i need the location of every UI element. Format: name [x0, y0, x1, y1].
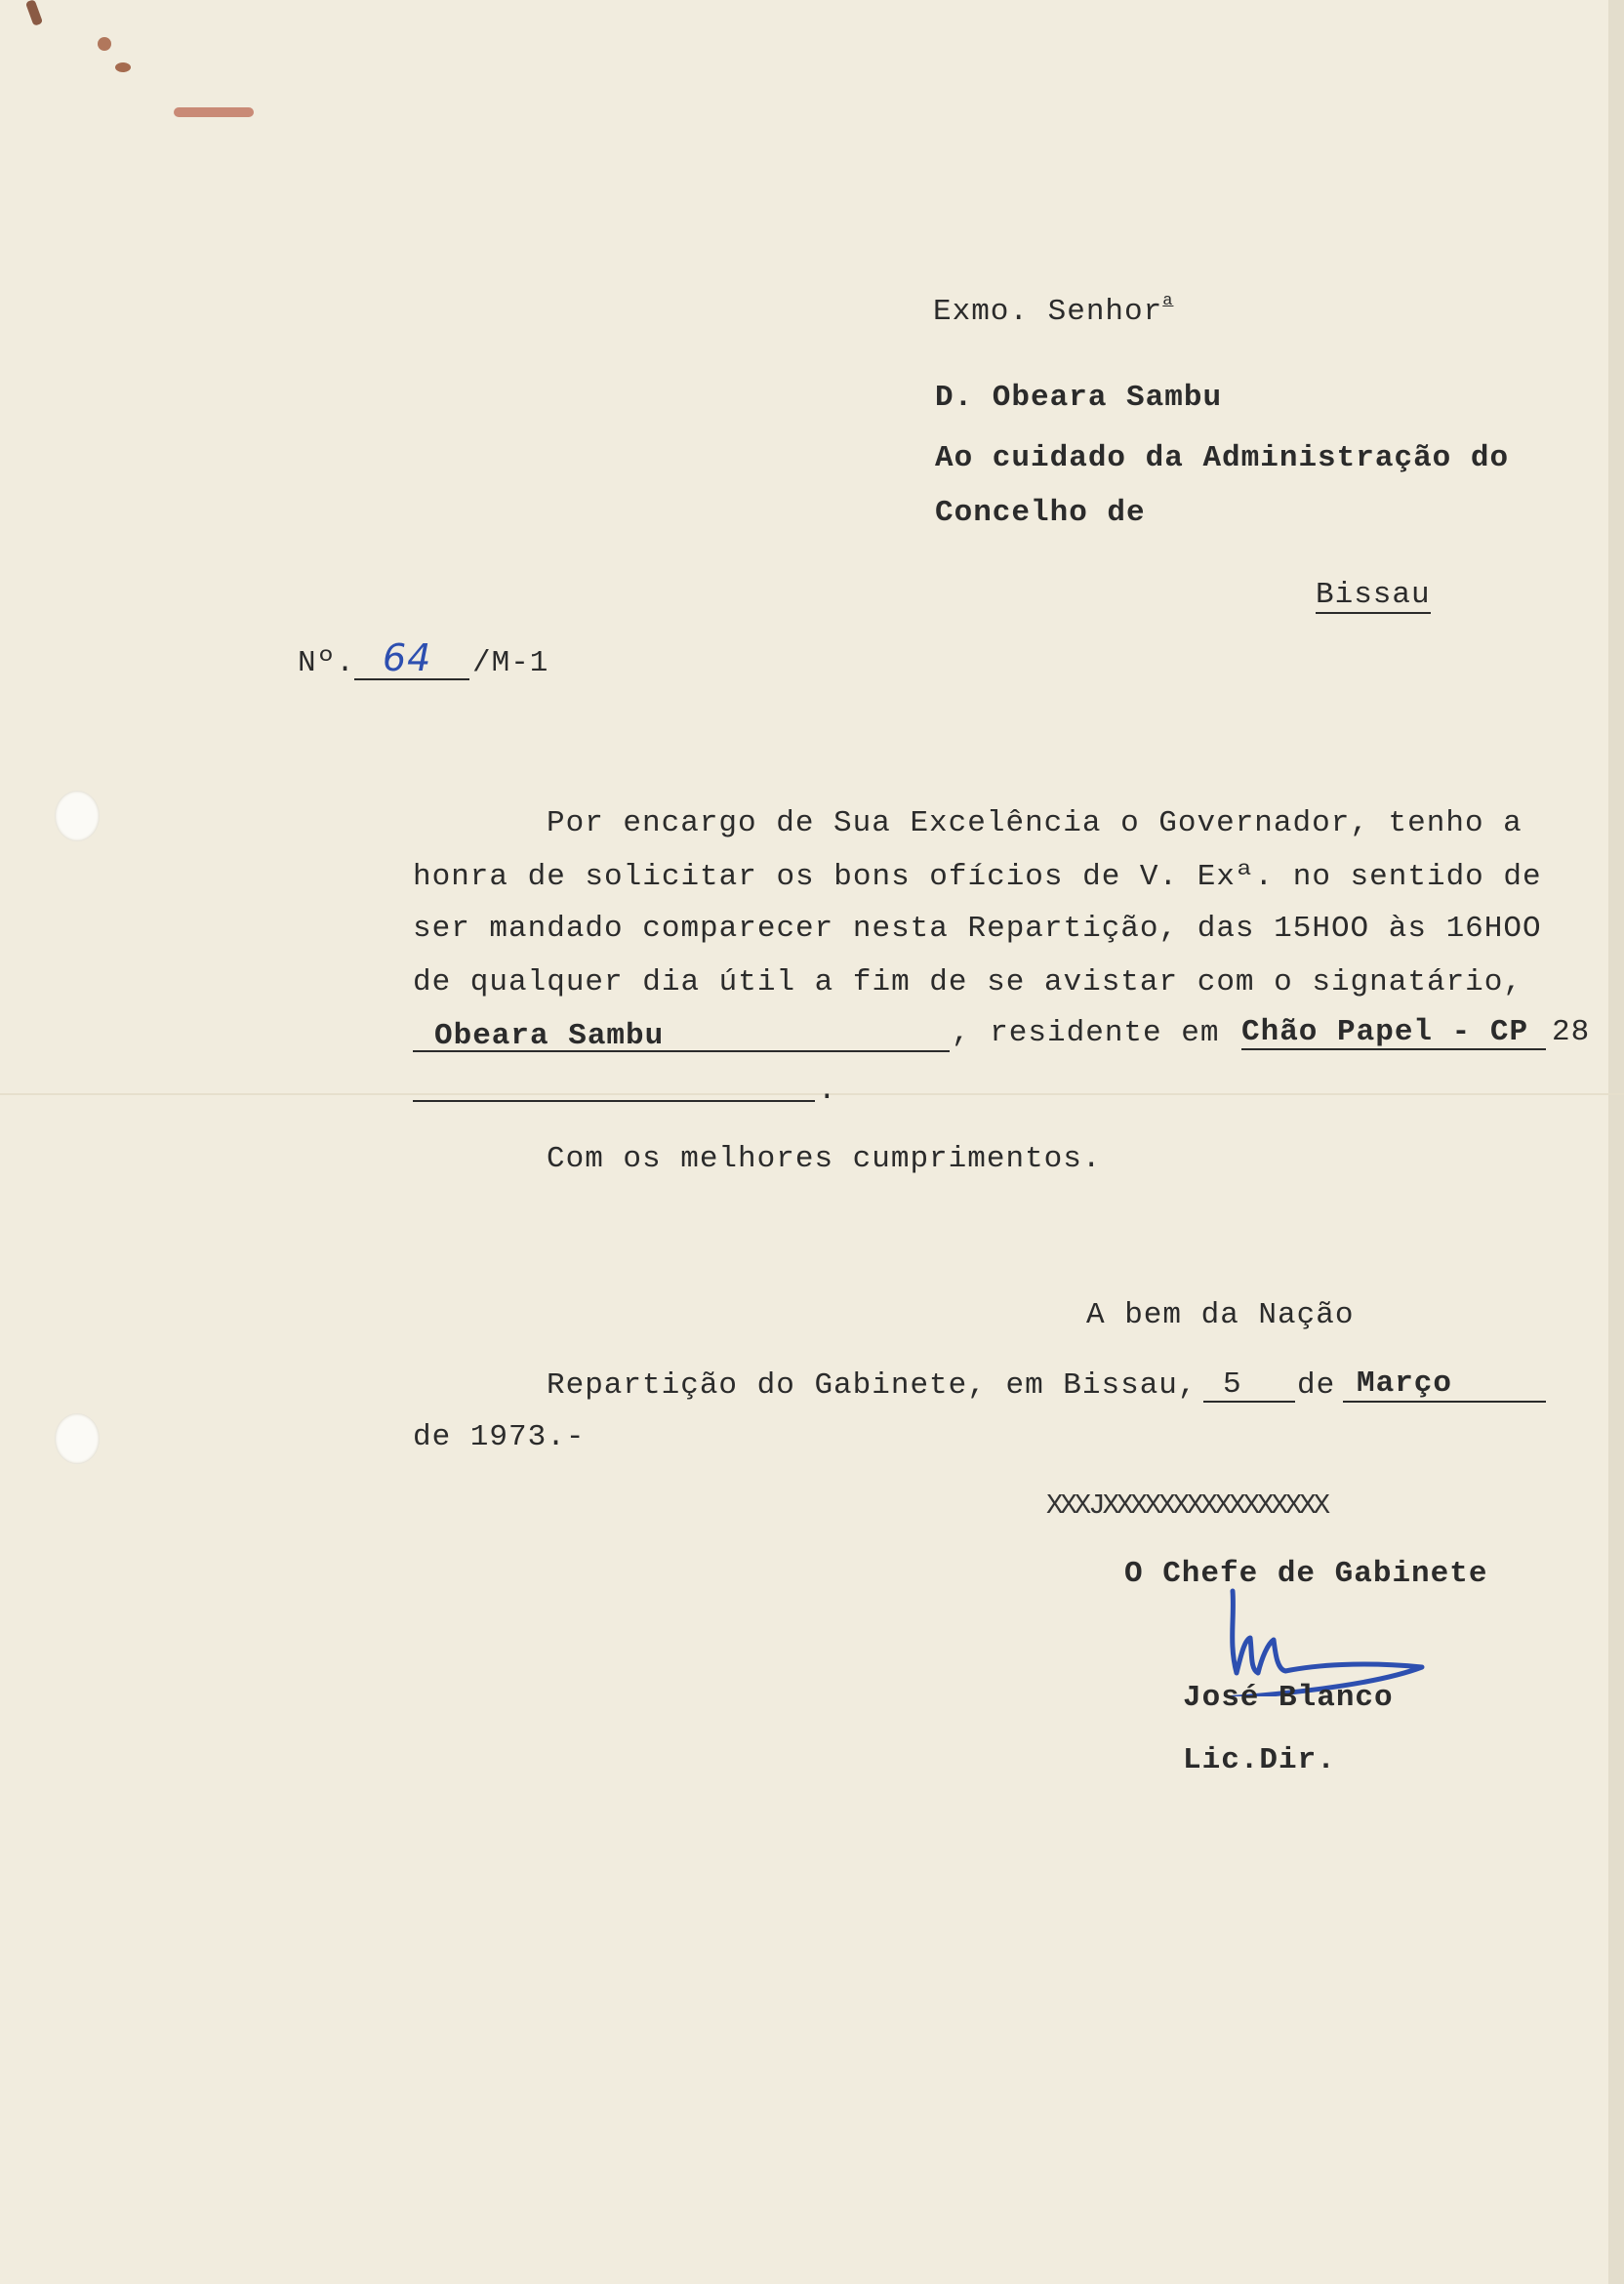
handwritten-signature	[1186, 1579, 1440, 1696]
salutation: Exmo. Senhor$^a$	[933, 292, 1174, 329]
care-of-line-2: Concelho de	[935, 496, 1146, 530]
rust-mark	[98, 37, 111, 51]
salutation-superscript: a	[1162, 292, 1174, 310]
date-day: 5	[1223, 1367, 1242, 1402]
rust-mark	[25, 0, 43, 26]
punch-hole	[55, 791, 100, 841]
place-date-prefix: Repartição do Gabinete, em Bissau,	[547, 1368, 1198, 1403]
sentence-end-period: .	[818, 1074, 837, 1108]
residence-text: , residente em	[952, 1016, 1220, 1050]
punch-hole	[55, 1413, 100, 1464]
person-name: Obeara Sambu	[434, 1019, 665, 1053]
rust-mark	[115, 62, 131, 72]
reference-prefix: Nº.	[298, 646, 355, 680]
paper-fold	[0, 1093, 1624, 1095]
date-de: de	[1297, 1368, 1336, 1403]
body-line-1: Por encargo de Sua Excelência o Governador, tenho a	[547, 806, 1522, 840]
body-line-3: ser mandado comparecer nesta Repartição, das 15HOO às 16HOO	[413, 912, 1542, 946]
addressee-name: D. Obeara Sambu	[935, 381, 1223, 415]
addressee-city: Bissau	[1316, 578, 1431, 612]
paper-edge	[1608, 0, 1624, 2284]
closing-greeting: Com os melhores cumprimentos.	[547, 1142, 1102, 1176]
reference-number: 64	[383, 636, 432, 679]
second-blank-line	[413, 1100, 815, 1102]
residence-number: 28	[1552, 1015, 1591, 1049]
month-blank	[1343, 1401, 1546, 1403]
care-of-line-1: Ao cuidado da Administração do	[935, 441, 1510, 475]
body-line-4: de qualquer dia útil a fim de se avistar com o signatário,	[413, 965, 1522, 999]
date-year: de 1973.-	[413, 1420, 586, 1454]
reference-suffix: /M-1	[472, 646, 549, 680]
date-month: Março	[1357, 1366, 1453, 1401]
signatory-degree: Lic.Dir.	[1183, 1743, 1336, 1777]
day-blank	[1203, 1401, 1295, 1403]
body-line-2: honra de solicitar os bons ofícios de V. Exª. no sentido de	[413, 860, 1542, 894]
signatory-name: José Blanco	[1183, 1681, 1394, 1715]
signatory-title: O Chefe de Gabinete	[1124, 1557, 1488, 1591]
staple-mark	[174, 107, 254, 117]
residence-place: Chão Papel - CP	[1241, 1015, 1529, 1049]
closing-motto: A bem da Nação	[1086, 1298, 1355, 1332]
struck-out-line: XXXJXXXXXXXXXXXXXXXX	[1046, 1489, 1328, 1522]
